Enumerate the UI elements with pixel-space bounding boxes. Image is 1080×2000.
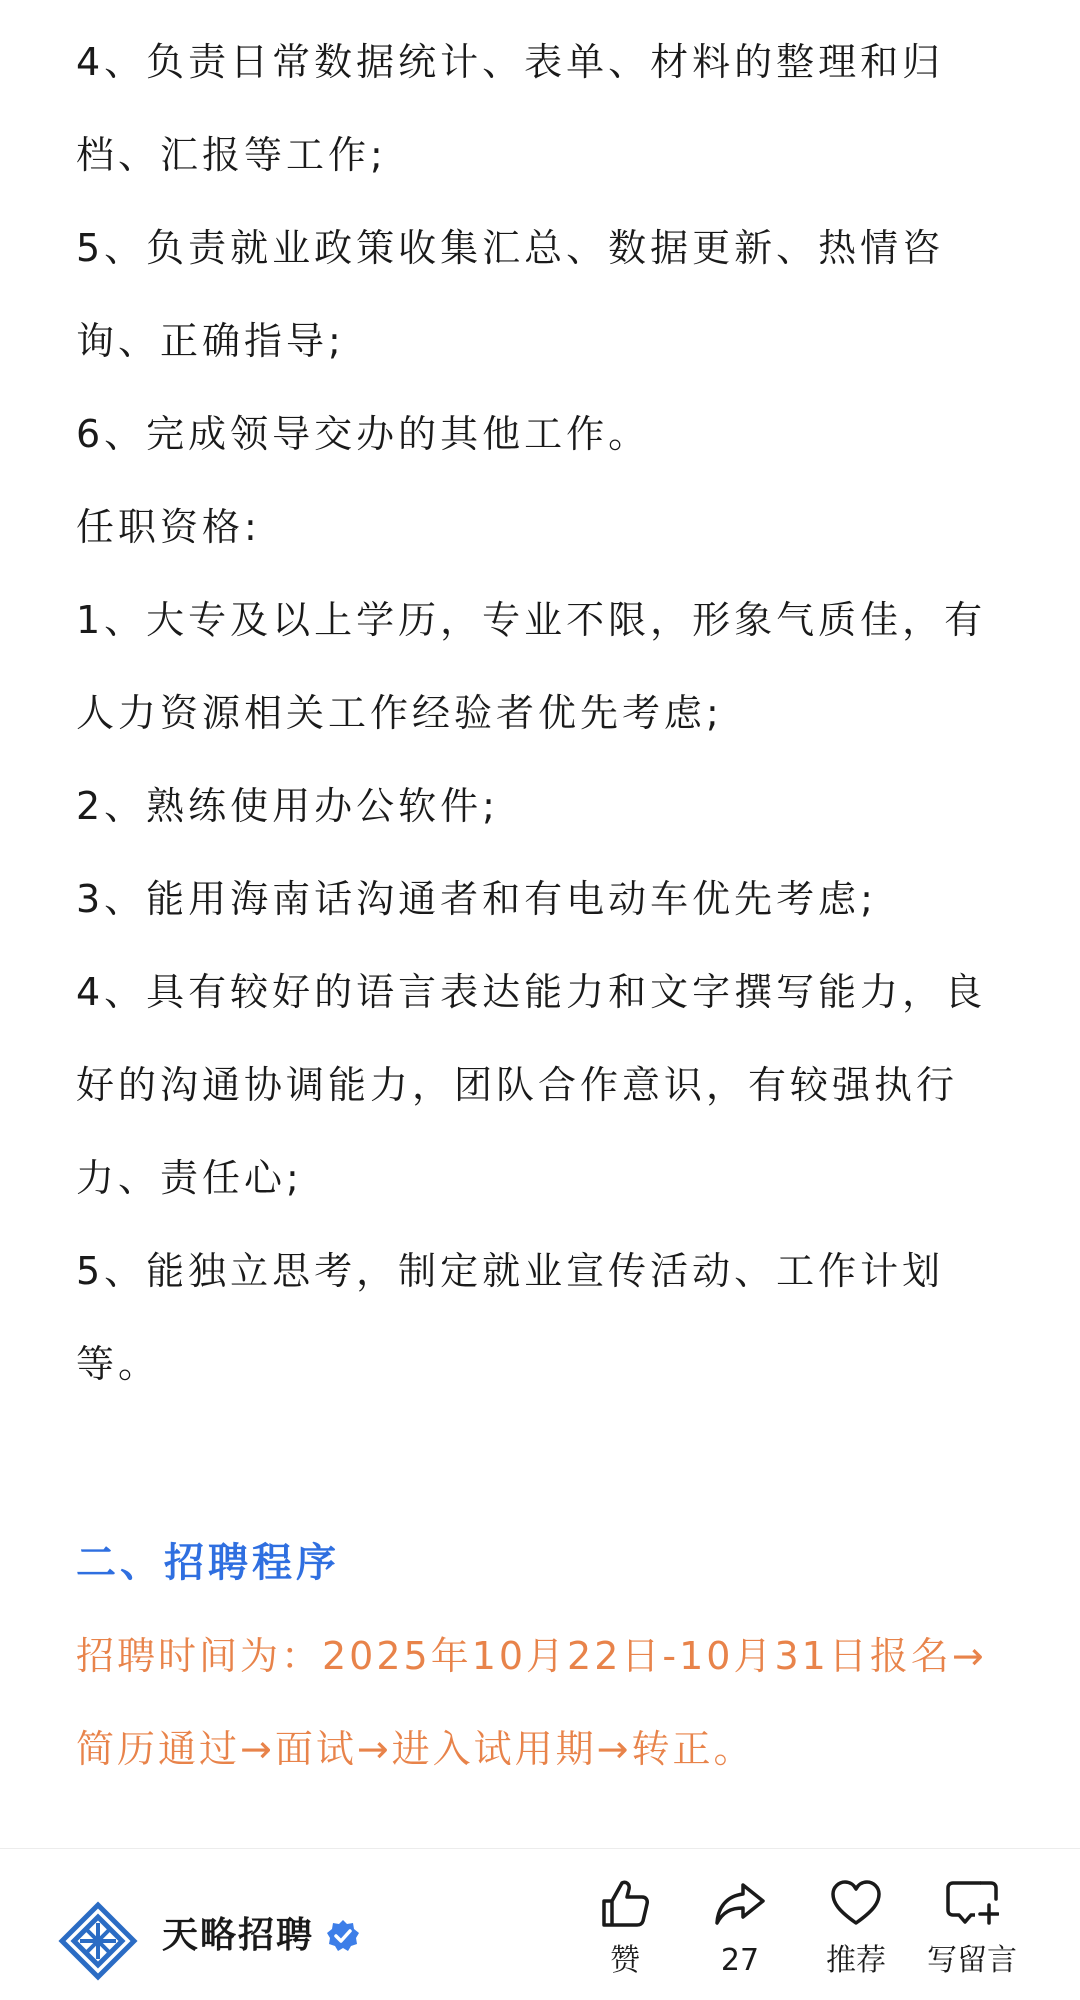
qualification-item-5: 5、能独立思考，制定就业宣传活动、工作计划等。 [76, 1249, 945, 1386]
qualification-item-3: 3、能用海南话沟通者和有电动车优先考虑; [76, 877, 877, 921]
share-button[interactable] [680, 1877, 800, 1981]
comment-button[interactable] [912, 1877, 1032, 1981]
section-title-recruit-process: 二、招聘程序 [76, 1540, 340, 1586]
article-body [76, 0, 1006, 1796]
duty-item-6: 6、完成领导交办的其他工作。 [76, 412, 651, 456]
qualification-item-2: 2、熟练使用办公软件; [76, 784, 499, 828]
qualification-item-4: 4、具有较好的语言表达能力和文字撰写能力，良好的沟通协调能力，团队合作意识，有较强执行力、责任心; [76, 970, 987, 1200]
diamond-logo-icon[interactable] [58, 1901, 138, 1981]
recommend-button[interactable] [796, 1877, 916, 1981]
duty-item-4: 4、负责日常数据统计、表单、材料的整理和归档、汇报等工作; [76, 40, 945, 177]
heart-icon [829, 1877, 883, 1931]
bottom-action-bar [0, 1849, 1080, 2000]
recommend-label: 推荐 [826, 1943, 886, 1978]
recruit-process-text: 招聘时间为：2025年10月22日-10月31日报名→简历通过→面试→进入试用期→转正。 [76, 1634, 987, 1771]
share-count: 27 [720, 1943, 760, 1978]
account-name[interactable]: 天略招聘 [162, 1915, 315, 1956]
cut-off-previous-line [76, 0, 1006, 16]
qualifications-heading: 任职资格: [76, 505, 261, 549]
comment-label: 写留言 [927, 1943, 1017, 1978]
verified-badge-icon [326, 1919, 360, 1953]
share-arrow-icon [713, 1877, 767, 1931]
like-label: 赞 [610, 1943, 640, 1978]
like-button[interactable] [565, 1877, 685, 1981]
thumbs-up-icon [598, 1877, 652, 1931]
duty-item-5: 5、负责就业政策收集汇总、数据更新、热情咨询、正确指导; [76, 226, 945, 363]
comment-add-icon [945, 1877, 999, 1931]
qualification-item-1: 1、大专及以上学历，专业不限，形象气质佳，有人力资源相关工作经验者优先考虑; [76, 598, 987, 735]
